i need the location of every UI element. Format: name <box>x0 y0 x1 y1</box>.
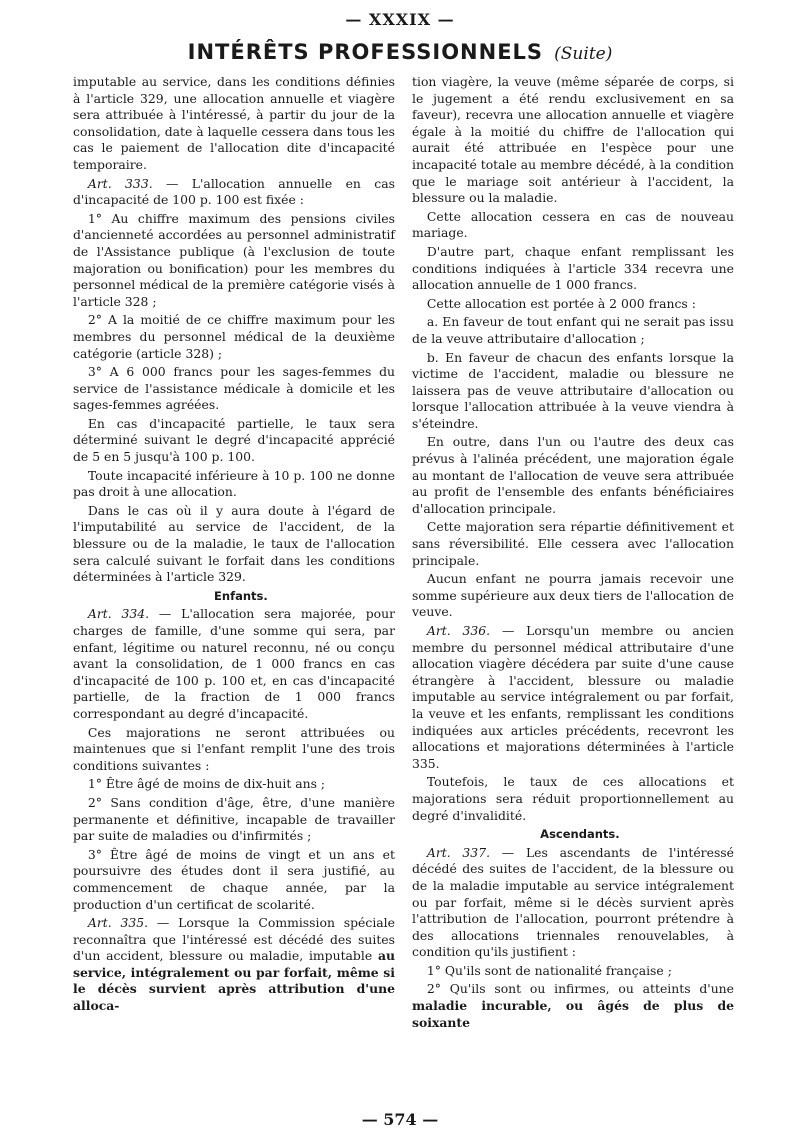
page-title <box>0 40 800 64</box>
paragraph: 1° Au chiffre maximum des pensions civiles d'ancienneté accordées au personnel administratif de l'Assistance publique (à l'exclusion de toute majoration ou bonification) pour les membres du personnel médical de la première catégorie visés à l'article 328 ; <box>73 210 395 309</box>
paragraph: Cette allocation cessera en cas de nouveau mariage. <box>412 208 734 241</box>
paragraph: 3° Être âgé de moins de vingt et un ans et poursuivre des études dont il sera justifié, au commencement de chaque année, par la production d'un certificat de scolarité. <box>73 846 395 912</box>
paragraph: 1° Être âgé de moins de dix-huit ans ; <box>87 776 326 792</box>
paragraph: Dans le cas où il y aura doute à l'égard de l'imputabilité au service de l'accident, de la blessure ou de la maladie, le taux de l'allocation sera calculé suivant le forfait dans les conditions déterminées à l'article 329. <box>73 502 395 585</box>
article-text: — L'allocation sera majorée, pour charges de famille, d'une somme qui sera, par enfant, légitime ou naturel reconnu, né ou conçu avant la consolidation, de 1 000 francs en cas d'incapacité de 100 p. 100 et, en cas d'incapacité partielle, de la fraction de 1 000 francs correspondant au degré d'incapacité. <box>73 606 395 721</box>
article-label: Art. 334. <box>87 606 150 622</box>
paragraph: tion viagère, la veuve (même séparée de corps, si le jugement a été rendu exclusivement en sa faveur), recevra une allocation annuelle et viagère égale à la moitié du chiffre de l'allocation qui aurait été attribuée en l'espèce pour une incapacité totale au membre décédé, à la condition que le mariage soit antérieur à l'accident, la blessure ou la maladie. <box>412 74 734 206</box>
article-334 <box>73 606 395 722</box>
paragraph: Ces majorations ne seront attribuées ou maintenues que si l'enfant remplit l'une des trois conditions suivantes : <box>73 724 395 773</box>
article-text: — L'allocation annuelle en cas d'incapacité de 100 p. 100 est fixée : <box>73 175 395 208</box>
paragraph: imputable au service, dans les conditions définies à l'article 329, une allocation annuelle et viagère sera attribuée à l'intéressé, à partir du jour de la consolidation, date à laquelle cessera dans tous les cas le paiement de l'allocation dite d'incapacité temporaire. <box>73 74 395 172</box>
paragraph: D'autre part, chaque enfant remplissant les conditions indiquées à l'article 334 recevra une allocation annuelle de 1 000 francs. <box>412 243 734 293</box>
title-main: INTÉRÊTS PROFESSIONNELS <box>187 40 544 64</box>
article-label: Art. 336. <box>426 623 491 638</box>
paragraph: 2° A la moitié de ce chiffre maximum pour les membres du personnel médical de la deuxième catégorie (article 328) ; <box>73 312 395 361</box>
paragraph-text-bold: maladie incurable, ou âgés de plus de soixante <box>412 998 734 1030</box>
paragraph: Toutefois, le taux de ces allocations et majorations sera réduit proportionnellement au degré d'invalidité. <box>412 774 734 823</box>
article-text: — Les ascendants de l'intéressé décédé des suites de l'accident, de la blessure ou de la maladie imputable au service intégralement ou par forfait, même si le décès survient après l'attribution de l'allocation, pourront prétendre à des allocations triennales renouvelables, à condition qu'ils justifient : <box>412 844 734 960</box>
paragraph: Cette majoration sera répartie définitivement et sans réversibilité. Elle cessera avec l'allocation principale. <box>412 519 734 568</box>
paragraph: 1° Qu'ils sont de nationalité française ; <box>426 962 672 978</box>
title-suite: (Suite) <box>554 44 613 64</box>
article-333 <box>73 176 395 209</box>
paragraph: a. En faveur de tout enfant qui ne serait pas issu de la veuve attributaire d'allocation ; <box>412 314 734 346</box>
article-text-bold: au service, intégralement ou par forfait, même si le décès survient après attribution d'une alloca- <box>73 948 395 1014</box>
paragraph: En cas d'incapacité partielle, le taux sera déterminé suivant le degré d'incapacité apprécié de 5 en 5 jusqu'à 100 p. 100. <box>73 415 395 465</box>
paragraph: Aucun enfant ne pourra jamais recevoir une somme supérieure aux deux tiers de l'allocation de veuve. <box>412 571 734 620</box>
paragraph: b. En faveur de chacun des enfants lorsque la victime de l'accident, maladie ou blessure ne laissera pas de veuve attributaire d'allocation ou lorsque l'allocation attribuée à la veuve viendra à s'éteindre. <box>412 349 734 431</box>
left-column <box>73 74 395 1017</box>
article-text: — Lorsque la Commission spéciale reconnaîtra que l'intéressé est décédé des suites d'un accident, blessure ou maladie, imputable <box>73 915 395 964</box>
article-336 <box>412 623 734 772</box>
paragraph: Cette allocation est portée à 2 000 francs : <box>426 295 696 311</box>
paragraph: En outre, dans l'un ou l'autre des deux cas prévus à l'alinéa précédent, une majoration égale au montant de l'allocation de veuve sera attribuée au profit de l'ensemble des enfants bénéficiaires d'allocation principale. <box>412 434 734 516</box>
footer-page-number: — 574 — <box>361 1110 439 1129</box>
article-337 <box>412 845 734 961</box>
article-label: Art. 333. <box>87 175 153 191</box>
right-column <box>412 74 734 1033</box>
paragraph: 3° A 6 000 francs pour les sages-femmes du service de l'assistance médicale à domicile et les sages-femmes agréées. <box>73 364 395 413</box>
article-335 <box>73 915 395 1015</box>
article-text: — Lorsqu'un membre ou ancien membre du personnel médical attributaire d'une allocation viagère décédera par suite d'une cause étrangère à l'accident, blessure ou maladie imputable au service intégralement ou par forfait, la veuve et les enfants, remplissant les conditions indiquées aux articles précédents, recevront les allocations et majorations déterminées à l'article 335. <box>412 623 735 771</box>
article-label: Art. 337. <box>426 844 491 860</box>
roman-page-number: — XXXIX — <box>345 10 455 29</box>
paragraph <box>412 981 734 1031</box>
article-label: Art. 335. <box>87 915 149 931</box>
paragraph-text: 2° Qu'ils sont ou infirmes, ou atteints d'une <box>426 981 734 997</box>
section-heading-ascendants: Ascendants. <box>540 827 620 842</box>
section-heading-enfants: Enfants. <box>214 588 268 603</box>
paragraph: Toute incapacité inférieure à 10 p. 100 ne donne pas droit à une allocation. <box>73 467 395 500</box>
paragraph: 2° Sans condition d'âge, être, d'une manière permanente et définitive, incapable de travailler par suite de maladies ou d'infirmités ; <box>73 794 395 844</box>
